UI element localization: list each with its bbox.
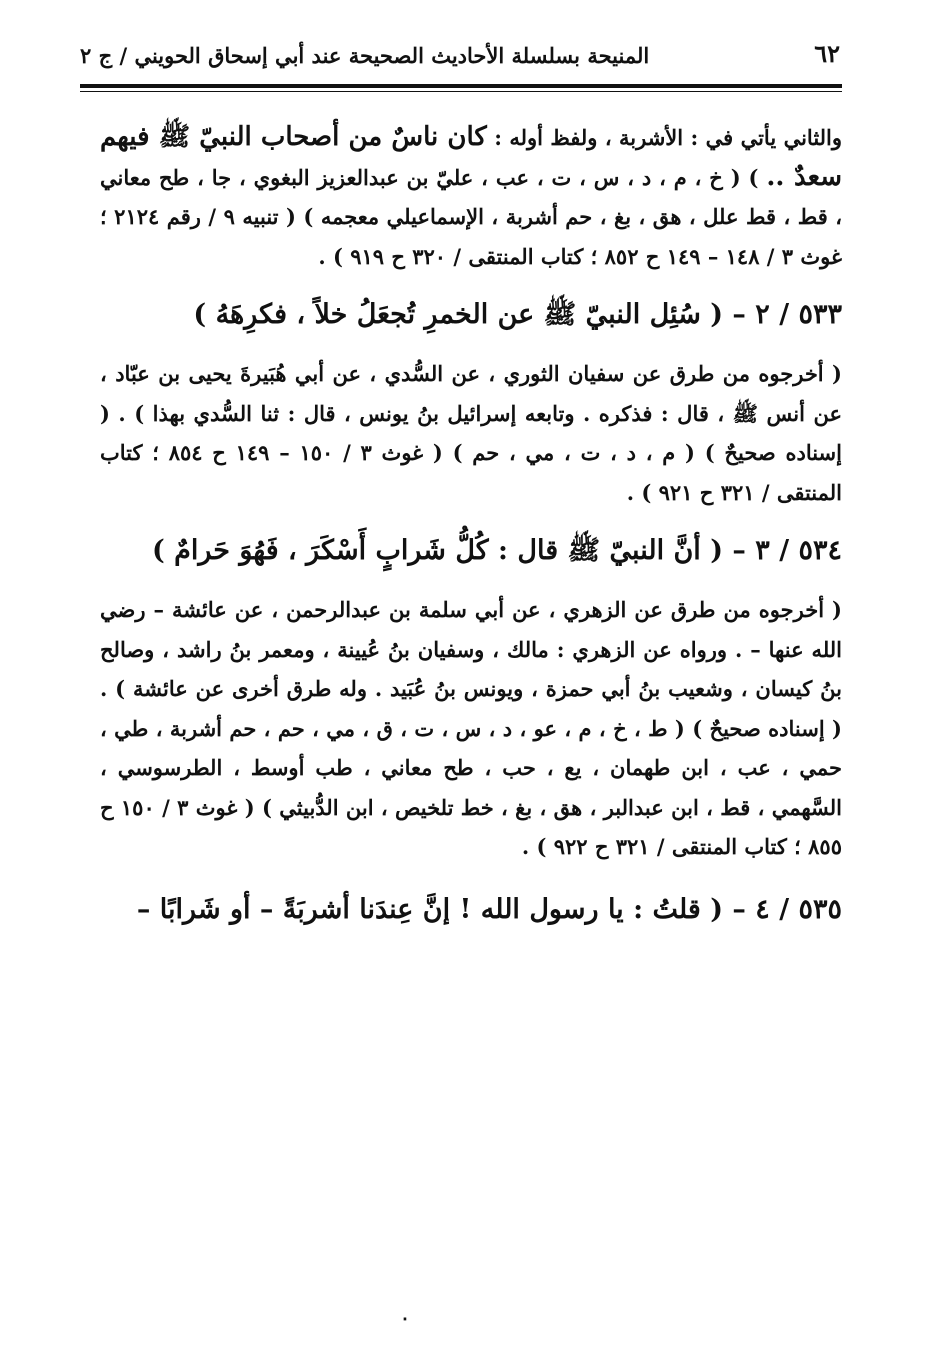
- hadith-533-title: ٥٣٣ / ٢ – ( سُئِل النبيّ ﷺ عن الخمرِ تُجعَلُ خلاً ، فكرِهَهُ ): [193, 299, 842, 330]
- hadith-535-title: ٥٣٥ / ٤ – ( قلتُ : يا رسول الله ! إنَّ عِندَنا أشربَةً – أو شَرابًا –: [136, 893, 842, 925]
- footer-mark: ٠: [400, 1308, 410, 1329]
- intro-paragraph: [100, 118, 842, 276]
- intro-quote: كان ناسٌ من أصحاب النبيّ ﷺ فيهم سعدٌ ..: [100, 122, 842, 192]
- page-number: ٦٢: [814, 39, 840, 68]
- page-header: [80, 26, 840, 82]
- hadith-534-title: ٥٣٤ / ٣ – ( أنَّ النبيّ ﷺ قال : كُلُّ شَرابٍ أَسْكَرَ ، فَهُوَ حَرامٌ ): [151, 535, 842, 566]
- spacer: [100, 340, 842, 354]
- intro-references: ) ( خ ، م ، د ، س ، ت ، عب ، عليّ بن عبدالعزيز البغوي ، جا ، طح معاني ، قط ، قط علل ، هق ، بغ ، حم أشربة ، الإسماعيلي معجمه ) ( تنبيه ٩ / رقم ٢١٢٤ ؛ غوث ٣ / ١٤٨ – ١٤٩ ح ٨٥٢ ؛ كتاب المنتقى / ٣٢٠ ح ٩١٩ ) .: [100, 164, 842, 269]
- header-rule-thick: [80, 84, 842, 88]
- spacer: [100, 576, 842, 590]
- spacer: [100, 867, 842, 885]
- intro-prefix: والثاني يأتي في : الأشربة ، ولفظ أوله :: [494, 125, 843, 150]
- hadith-533-body: ( أخرجوه من طرق عن سفيان الثوري ، عن السُّدي ، عن أبي هُبَيرةَ يحيى بن عبّاد ، عن أنس ﷺ ، قال : فذكره . وتابعه إسرائيل بنُ يونس ، قال : ثنا السُّدي بهذا ) . ( إسناده صحيحٌ ) ( م ، د ، ت ، مي ، حم ) ( غوث ٣ / ١٥٠ – ١٤٩ ح ٨٥٤ ؛ كتاب المنتقى / ٣٢١ ح ٩٢١ ) .: [100, 361, 842, 505]
- header-rule-thin: [80, 91, 842, 92]
- spacer: [100, 512, 842, 526]
- page-body: [100, 118, 842, 935]
- spacer: [100, 276, 842, 290]
- hadith-534-body: ( أخرجوه من طرق عن الزهري ، عن أبي سلمة بن عبدالرحمن ، عن عائشة – رضي الله عنها – . ورواه عن الزهري : مالك ، وسفيان بنُ عُيينة ، ومعمر بنُ راشد ، وصالح بنُ كيسان ، وشعيب بنُ أبي حمزة ، ويونس بنُ عُبَيد . وله طرق أخرى عن عائشة ) . ( إسناده صحيحٌ ) ( ط ، خ ، م ، عو ، د ، س ، ت ، ق ، مي ، حم ، حم أشربة ، طي ، حمي ، عب ، ابن طهمان ، يع ، حب ، طح معاني ، طب أوسط ، الطرسوسي ، السَّهمي ، قط ، ابن عبدالبر ، هق ، بغ ، خط تلخيص ، ابن الدُّبيثي ) ( غوث ٣ / ١٥٠ ح ٨٥٥ ؛ كتاب المنتقى / ٣٢١ ح ٩٢٢ ) .: [100, 597, 842, 859]
- running-title: المنيحة بسلسلة الأحاديث الصحيحة عند أبي إسحاق الحويني / ج ٢: [80, 43, 650, 68]
